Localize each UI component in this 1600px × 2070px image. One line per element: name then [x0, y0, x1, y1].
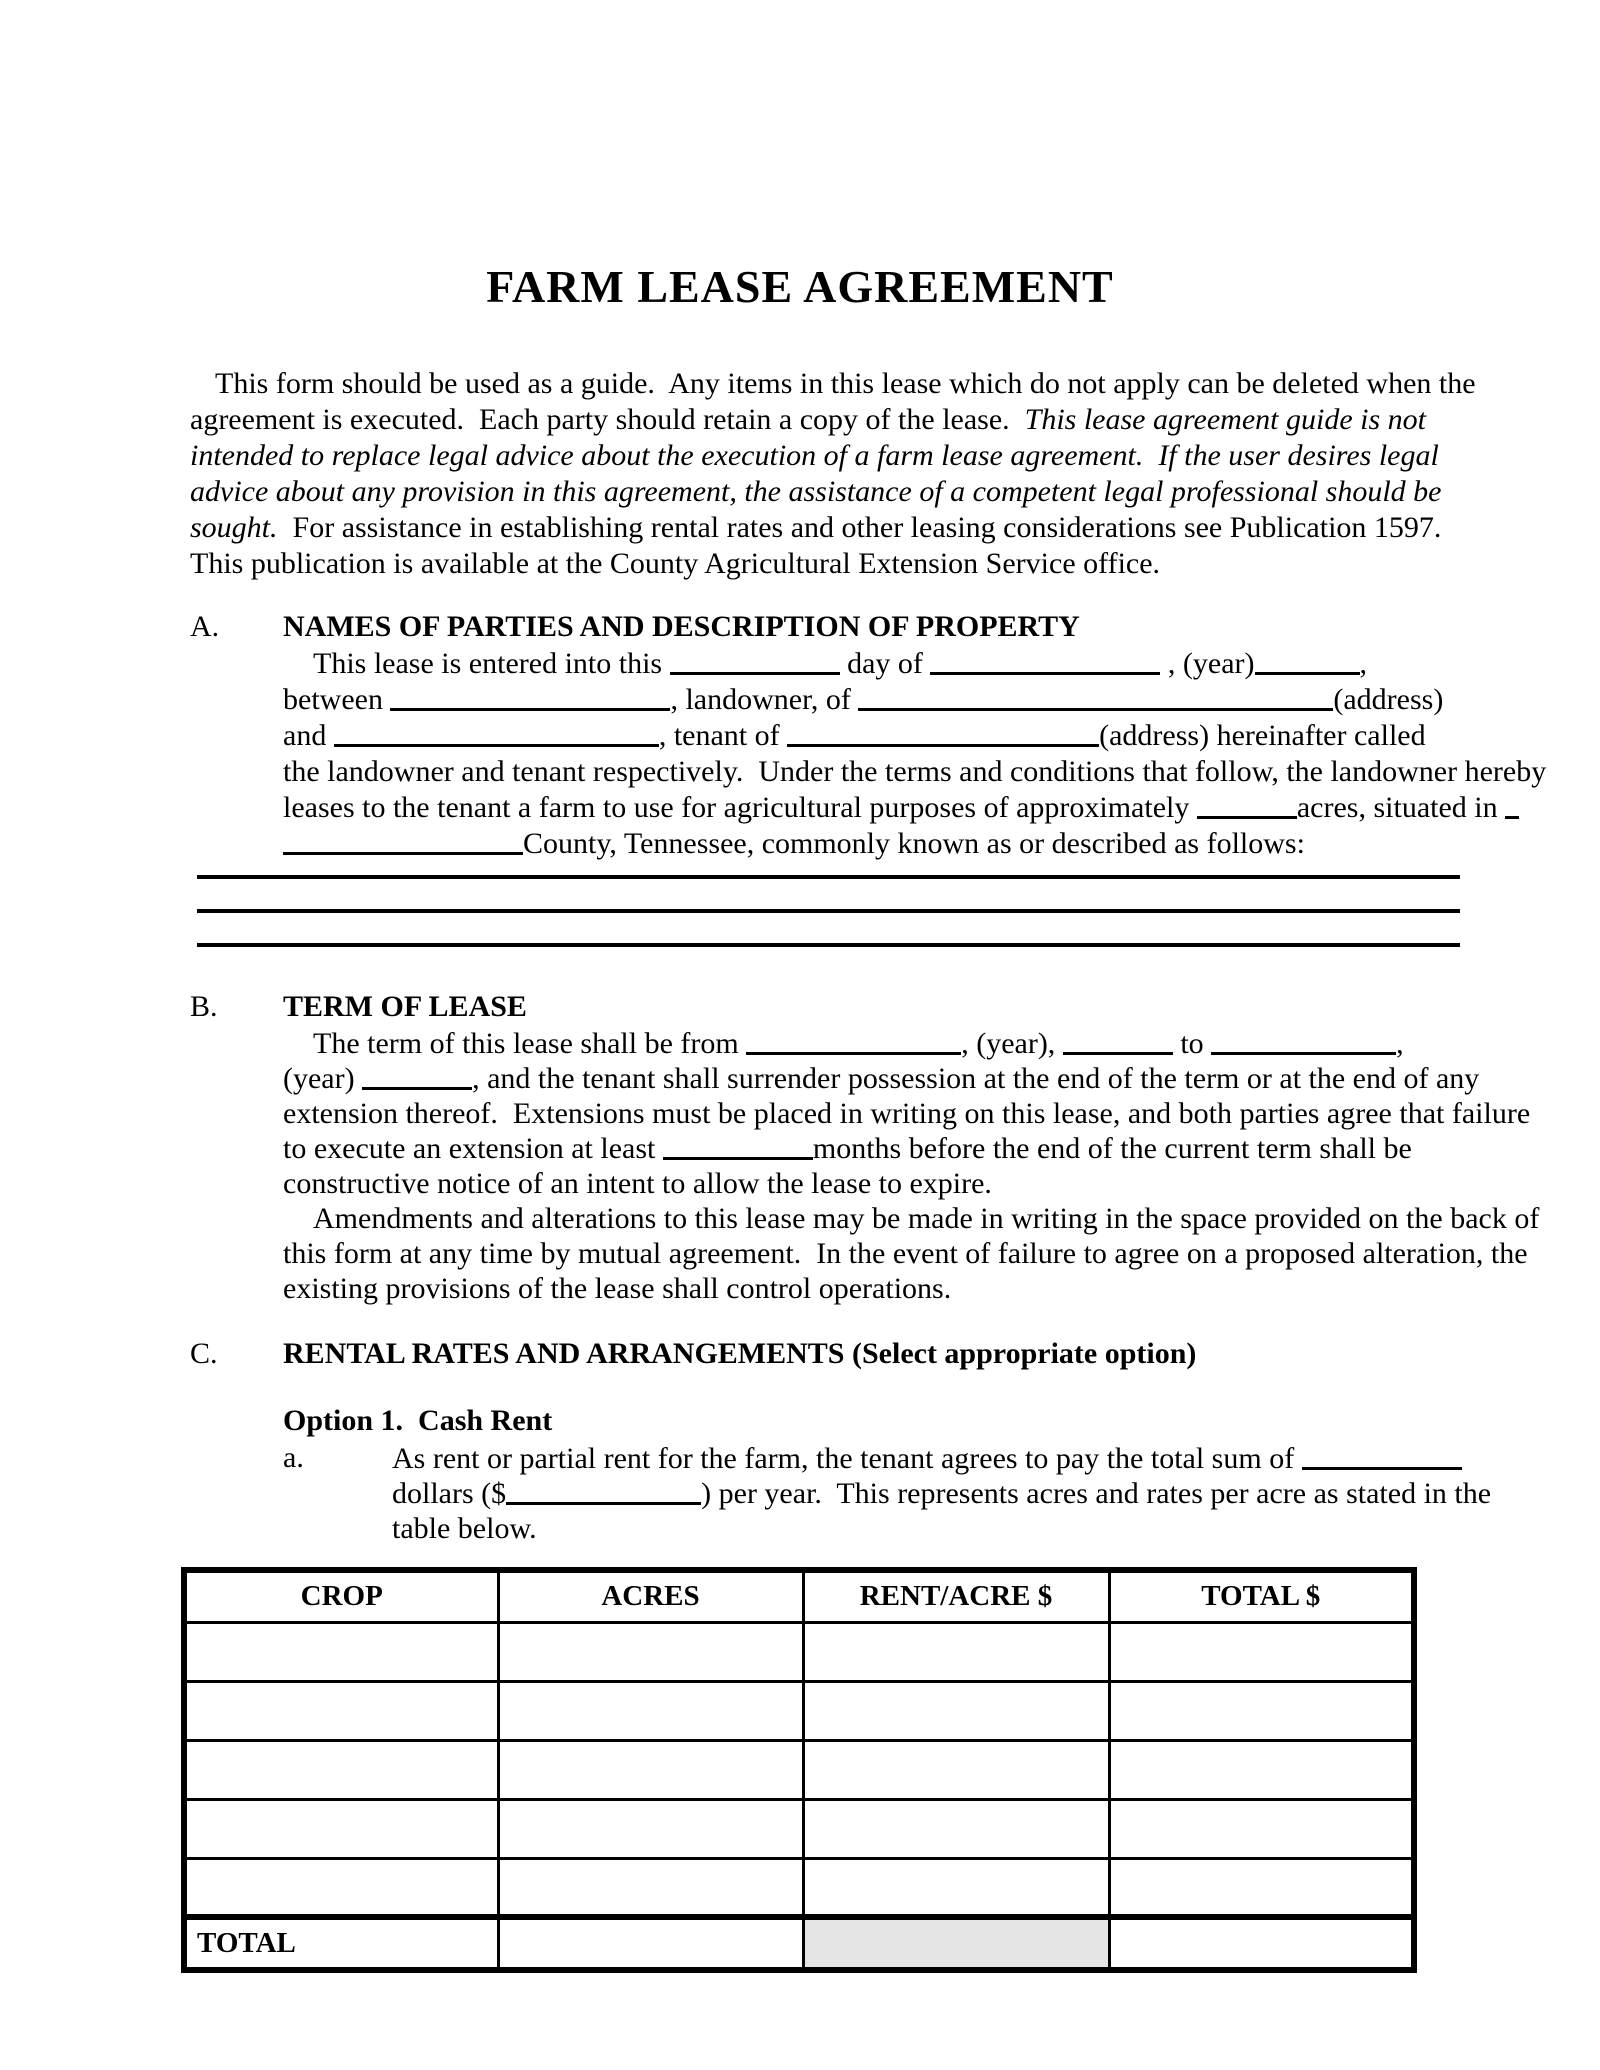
blank-field — [858, 708, 1333, 711]
text-run: to execute an extension at least — [283, 1132, 663, 1165]
text-run: This lease is entered into this — [313, 647, 670, 680]
text-line — [392, 1441, 1542, 1476]
text-run: As rent or partial rent for the farm, the tenant agrees to pay the total sum of — [392, 1442, 1302, 1475]
text-run: acres, situated in — [1296, 791, 1506, 824]
section-a-body — [283, 646, 1547, 862]
text-run: (address) — [1333, 683, 1444, 716]
page-title: FARM LEASE AGREEMENT — [486, 261, 1114, 312]
col-header-total: TOTAL $ — [1109, 1570, 1414, 1622]
text-run: extension thereof. Extensions must be placed in writing on this lease, and both parties agree that failure — [283, 1097, 1531, 1130]
description-blank-line — [197, 875, 1460, 879]
table-cell — [803, 1622, 1109, 1681]
blank-field — [390, 708, 670, 711]
text-line — [190, 402, 1490, 438]
blank-field — [1255, 672, 1360, 675]
text-line — [283, 1131, 1533, 1166]
text-run: , tenant of — [658, 719, 788, 752]
blank-field — [663, 1157, 813, 1160]
table-cell — [498, 1681, 803, 1740]
text-run: (address) hereinafter called — [1099, 719, 1426, 752]
text-line — [190, 366, 1490, 402]
text-run: This publication is available at the County Agricultural Extension Service office. — [190, 547, 1161, 580]
table-cell — [1109, 1681, 1414, 1740]
blank-field — [1211, 1052, 1396, 1055]
text-run: and — [283, 719, 334, 752]
total-acres-cell — [498, 1917, 803, 1970]
total-row — [184, 1917, 1414, 1970]
table-cell — [498, 1799, 803, 1858]
total-label-cell: TOTAL — [184, 1917, 498, 1970]
blank-field — [746, 1052, 961, 1055]
text-line — [283, 1026, 1533, 1061]
text-run: existing provisions of the lease shall control operations. — [283, 1272, 952, 1305]
table-row — [184, 1740, 1414, 1799]
text-run: constructive notice of an intent to allow the lease to expire. — [283, 1167, 992, 1200]
text-line — [283, 1096, 1533, 1131]
section-a-heading: NAMES OF PARTIES AND DESCRIPTION OF PROPERTY — [283, 610, 1080, 643]
text-run: For assistance in establishing rental rates and other leasing considerations see Publication 1597. — [277, 511, 1442, 544]
blank-field — [787, 744, 1099, 747]
blank-field — [1505, 816, 1519, 819]
col-header-rent-acre: RENT/ACRE $ — [803, 1570, 1109, 1622]
text-run: this form at any time by mutual agreement. In the event of failure to agree on a proposed alteration, the — [283, 1237, 1528, 1270]
text-line — [283, 718, 1533, 754]
table-cell — [498, 1622, 803, 1681]
text-run: County, Tennessee, commonly known as or described as follows: — [523, 827, 1305, 860]
blank-field — [1197, 816, 1297, 819]
text-line — [283, 646, 1533, 682]
table-cell — [803, 1799, 1109, 1858]
blank-field — [1302, 1467, 1462, 1470]
col-header-acres: ACRES — [498, 1570, 803, 1622]
cash-rent-table-wrapper — [181, 1567, 1417, 1973]
table-cell — [184, 1622, 498, 1681]
text-run-italic: This lease agreement guide is not — [1024, 403, 1426, 436]
table-cell — [803, 1740, 1109, 1799]
text-line — [190, 474, 1490, 510]
text-line — [283, 1166, 1533, 1201]
cash-rent-table — [181, 1567, 1417, 1973]
section-a-letter: A. — [190, 610, 220, 643]
table-row — [184, 1799, 1414, 1858]
item-a-body — [392, 1441, 1542, 1546]
text-run-italic: sought. — [190, 511, 278, 544]
text-run: This form should be used as a guide. Any items in this lease which do not apply can be deleted when the — [215, 367, 1476, 400]
blank-field — [362, 1087, 472, 1090]
text-run: ) per year. This represents acres and rates per acre as stated in the — [701, 1477, 1492, 1510]
cash-rent-table-body — [184, 1622, 1414, 1917]
text-line — [190, 510, 1490, 546]
total-dollars-cell — [1109, 1917, 1414, 1970]
text-line — [392, 1511, 1542, 1546]
text-run: , (year) — [1160, 647, 1255, 680]
description-blank-line — [197, 909, 1460, 913]
table-cell — [1109, 1622, 1414, 1681]
text-run-italic: intended to replace legal advice about the execution of a farm lease agreement. If the user desires legal — [190, 439, 1439, 472]
section-b-heading: TERM OF LEASE — [283, 990, 527, 1023]
table-cell — [184, 1740, 498, 1799]
text-run: agreement is executed. Each party should retain a copy of the lease. — [190, 403, 1025, 436]
blank-field — [334, 744, 659, 747]
blank-field — [930, 672, 1160, 675]
text-line — [283, 754, 1547, 790]
item-a-label: a. — [283, 1441, 304, 1474]
text-line — [283, 826, 1533, 862]
text-line — [283, 790, 1533, 826]
text-line — [283, 1236, 1533, 1271]
intro-paragraph — [190, 366, 1490, 582]
section-c-letter: C. — [190, 1337, 218, 1370]
text-run: between — [283, 683, 391, 716]
text-line — [283, 1201, 1540, 1236]
table-row — [184, 1858, 1414, 1917]
table-cell — [184, 1681, 498, 1740]
text-run: The term of this lease shall be from — [313, 1027, 747, 1060]
table-cell — [1109, 1740, 1414, 1799]
col-header-crop: CROP — [184, 1570, 498, 1622]
option-1-heading: Option 1. Cash Rent — [283, 1404, 553, 1437]
table-row — [184, 1681, 1414, 1740]
text-run: (year) — [283, 1062, 363, 1095]
table-cell — [803, 1858, 1109, 1917]
text-run: to — [1172, 1027, 1212, 1060]
text-run: , (year), — [961, 1027, 1063, 1060]
blank-field — [670, 672, 840, 675]
text-run: leases to the tenant a farm to use for agricultural purposes of approximately — [283, 791, 1197, 824]
text-line — [190, 438, 1490, 474]
text-run: , — [1359, 647, 1368, 680]
description-blank-line — [197, 943, 1460, 947]
table-cell — [803, 1681, 1109, 1740]
table-cell — [184, 1858, 498, 1917]
text-line — [283, 1271, 1533, 1306]
blank-field — [1063, 1052, 1173, 1055]
text-line — [190, 546, 1490, 582]
table-cell — [498, 1858, 803, 1917]
text-run: Amendments and alterations to this lease may be made in writing in the space provided on the back of — [313, 1202, 1540, 1235]
text-run: dollars ($ — [392, 1477, 507, 1510]
text-line — [392, 1476, 1542, 1511]
text-run: , and the tenant shall surrender possession at the end of the term or at the end of any — [472, 1062, 1480, 1095]
blank-field — [506, 1502, 701, 1505]
blank-field — [283, 852, 523, 855]
text-line — [283, 1061, 1533, 1096]
text-run-italic: advice about any provision in this agreement, the assistance of a competent legal professional should be — [190, 475, 1442, 508]
text-run: , landowner, of — [670, 683, 859, 716]
table-cell — [1109, 1858, 1414, 1917]
table-cell — [184, 1799, 498, 1858]
section-b-letter: B. — [190, 990, 218, 1023]
text-run: the landowner and tenant respectively. Under the terms and conditions that follow, the landowner hereby — [283, 755, 1547, 788]
text-line — [283, 682, 1533, 718]
text-run: , — [1396, 1027, 1404, 1060]
text-run: months before the end of the current term shall be — [812, 1132, 1412, 1165]
text-run: day of — [839, 647, 931, 680]
table-cell — [1109, 1799, 1414, 1858]
section-b-body — [283, 1026, 1540, 1306]
section-c-heading: RENTAL RATES AND ARRANGEMENTS (Select appropriate option) — [283, 1337, 1197, 1370]
table-row — [184, 1622, 1414, 1681]
text-run: table below. — [392, 1512, 537, 1545]
total-rent-acre-cell — [803, 1917, 1109, 1970]
table-cell — [498, 1740, 803, 1799]
table-header-row — [184, 1570, 1414, 1622]
